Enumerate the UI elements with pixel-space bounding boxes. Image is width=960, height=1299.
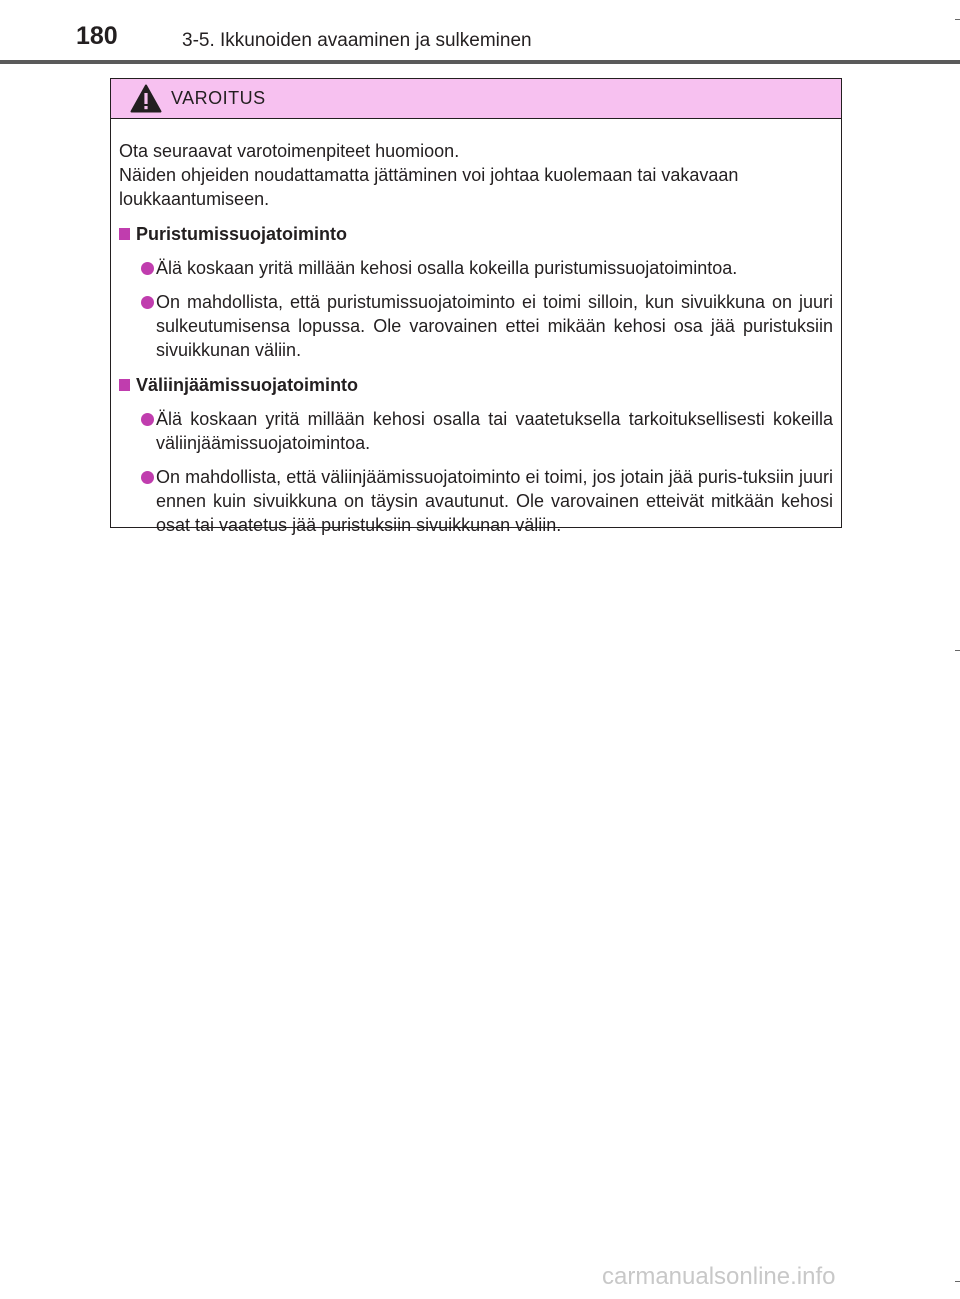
list-item-text: On mahdollista, että väliinjäämissuojatoiminto ei toimi, jos jotain jää puris-tuksiin juuri ennen kuin sivuikkuna on täysin avautunut. Ole varovainen etteivät mitkään kehosi osat tai vaatetus jää puristuksiin sivuikkunan väliin. [156, 467, 833, 535]
list-item-text: Älä koskaan yritä millään kehosi osalla tai vaatetuksella tarkoituksellisesti kokeilla väliinjäämissuojatoimintoa. [156, 409, 833, 453]
crop-mark [955, 650, 960, 651]
watermark: carmanualsonline.info [602, 1263, 836, 1290]
section-heading-text: Puristumissuojatoiminto [136, 224, 348, 244]
section-title: 3-5. Ikkunoiden avaaminen ja sulkeminen [182, 30, 532, 51]
square-bullet-icon [119, 228, 130, 240]
list-item [119, 256, 833, 280]
section-heading [119, 222, 833, 246]
page-number: 180 [76, 22, 118, 50]
round-bullet-icon [141, 296, 154, 309]
list-item-text: On mahdollista, että puristumissuojatoiminto ei toimi silloin, kun sivuikkuna on juuri sulkeutumisensa lopussa. Ole varovainen ettei mikään kehosi osa jää puristuksiin sivuikkunan väliin. [156, 292, 833, 360]
warning-header [111, 79, 841, 119]
crop-mark [955, 19, 960, 20]
warning-intro-line: Näiden ohjeiden noudattamatta jättäminen voi johtaa kuolemaan tai vakavaan loukkaantumiseen. [119, 165, 739, 209]
list-item [119, 407, 833, 455]
warning-body [111, 119, 841, 537]
warning-triangle-icon [130, 84, 162, 113]
round-bullet-icon [141, 471, 154, 484]
warning-box [110, 78, 842, 535]
warning-intro-line: Ota seuraavat varotoimenpiteet huomioon. [119, 141, 460, 161]
square-bullet-icon [119, 379, 130, 391]
warning-title: VAROITUS [171, 88, 266, 108]
section-heading-text: Väliinjäämissuojatoiminto [136, 375, 359, 395]
list-item [119, 465, 833, 537]
section-heading [119, 373, 833, 397]
round-bullet-icon [141, 262, 154, 275]
round-bullet-icon [141, 413, 154, 426]
list-item-text: Älä koskaan yritä millään kehosi osalla kokeilla puristumissuojatoimintoa. [156, 258, 738, 278]
header-divider [0, 60, 960, 64]
list-item [119, 290, 833, 362]
crop-mark [955, 1281, 960, 1282]
